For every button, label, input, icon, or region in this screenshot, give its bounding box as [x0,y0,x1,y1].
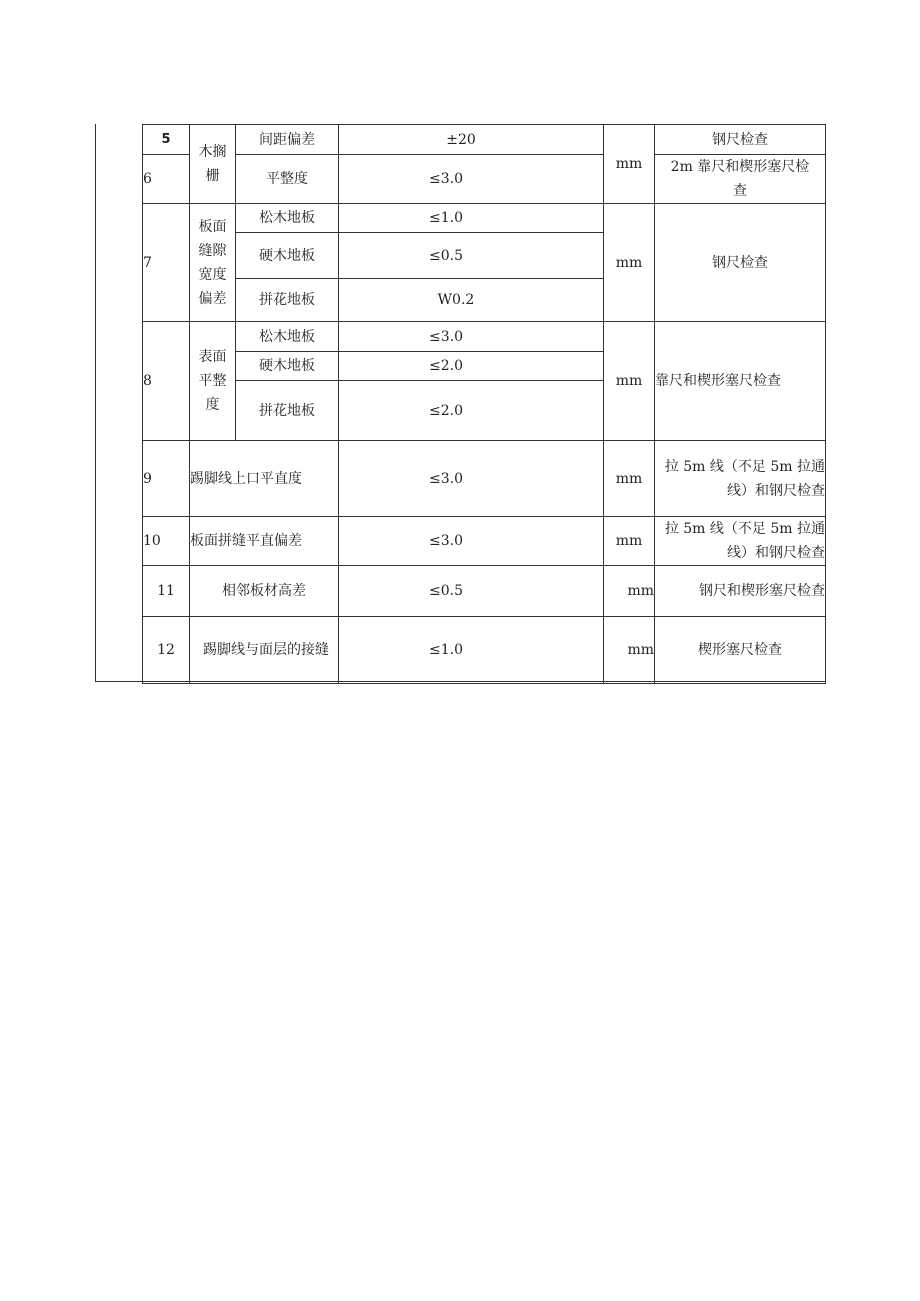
tolerance-value: ≤3.0 [339,517,604,566]
table-row [143,617,826,684]
row-number: 10 [143,517,190,566]
table-row [143,566,826,617]
document-page [95,124,825,682]
item-label: 拼花地板 [236,381,339,441]
row-number: 9 [143,441,190,517]
method-cell: 钢尺和楔形塞尺检查 [655,566,826,617]
tolerance-value: W0.2 [339,279,604,322]
table-row [143,155,826,204]
unit-cell: mm [604,125,655,204]
tolerance-value: ≤3.0 [339,441,604,517]
unit-cell: mm [604,441,655,517]
unit-cell: mm [604,566,655,617]
unit-cell: mm [604,517,655,566]
item-label: 硬木地板 [236,352,339,381]
item-label: 松木地板 [236,204,339,233]
item-label: 拼花地板 [236,279,339,322]
left-border-line [95,124,96,682]
unit-cell: mm [604,617,655,684]
row-number: 6 [143,155,190,204]
group-label: 表面平整度 [190,322,236,441]
item-label: 板面拼缝平直偏差 [190,517,339,566]
tolerance-value: ±20 [339,125,604,155]
tolerance-value: ≤1.0 [339,204,604,233]
item-label: 平整度 [236,155,339,204]
tolerance-value: ≤0.5 [339,566,604,617]
inspection-table [142,124,826,684]
method-cell: 2m 靠尺和楔形塞尺检查 [655,155,826,204]
table-row [143,125,826,155]
row-number: 8 [143,322,190,441]
row-number: 12 [143,617,190,684]
unit-cell: mm [604,204,655,322]
item-label: 硬木地板 [236,233,339,279]
method-cell: 靠尺和楔形塞尺检查 [655,322,826,441]
tolerance-value: ≤2.0 [339,352,604,381]
unit-cell: mm [604,322,655,441]
item-label: 相邻板材高差 [190,566,339,617]
method-cell: 拉 5m 线（不足 5m 拉通线）和钢尺检查 [655,441,826,517]
method-cell: 钢尺检查 [655,204,826,322]
tolerance-value: ≤2.0 [339,381,604,441]
tolerance-value: ≤1.0 [339,617,604,684]
tolerance-value: ≤3.0 [339,322,604,352]
group-label: 木搁栅 [190,125,236,204]
tolerance-value: ≤0.5 [339,233,604,279]
item-label: 踢脚线上口平直度 [190,441,339,517]
group-label: 板面缝隙宽度偏差 [190,204,236,322]
table-row [143,441,826,517]
item-label: 踢脚线与面层的接缝 [190,617,339,684]
tolerance-value: ≤3.0 [339,155,604,204]
table-row [143,204,826,233]
item-label: 间距偏差 [236,125,339,155]
table-row [143,322,826,352]
method-cell: 拉 5m 线（不足 5m 拉通线）和钢尺检查 [655,517,826,566]
table-row [143,517,826,566]
method-cell: 楔形塞尺检查 [655,617,826,684]
row-number: 5 [143,125,190,155]
row-number: 11 [143,566,190,617]
item-label: 松木地板 [236,322,339,352]
row-number: 7 [143,204,190,322]
method-cell: 钢尺检查 [655,125,826,155]
